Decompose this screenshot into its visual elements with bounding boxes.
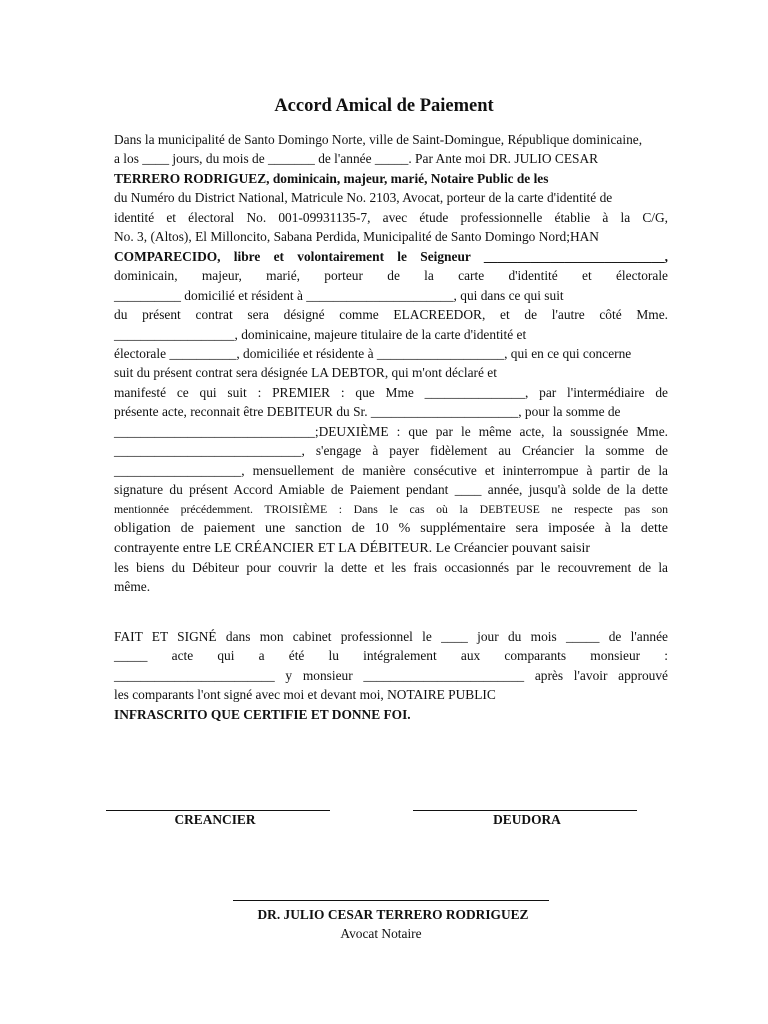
text-line: les comparants l'ont signé avec moi et devant moi, NOTAIRE PUBLIC bbox=[114, 687, 496, 703]
text-line: _____ acte qui a été lu intégralement aux comparants monsieur : bbox=[114, 648, 668, 664]
text-line: ____________________________, s'engage à payer fidèlement au Créancier la somme de bbox=[114, 443, 668, 459]
text-line: les biens du Débiteur pour couvrir la dette et les frais occasionnés par le recouvrement de la bbox=[114, 559, 668, 575]
text-line: du Numéro du District National, Matricule No. 2103, Avocat, porteur de la carte d'identité de bbox=[114, 190, 613, 206]
text-line: Dans la municipalité de Santo Domingo Norte, ville de Saint-Domingue, République dominicaine, bbox=[114, 132, 643, 147]
text-line: ________________________ y monsieur ________________________ après l'avoir approuvé bbox=[114, 667, 668, 683]
paragraph-main bbox=[114, 130, 668, 597]
text-line-comparecido-bold: COMPARECIDO, libre et volontairement le Seigneur ___________________________, bbox=[114, 248, 668, 264]
text-line: __________________, dominicaine, majeure titulaire de la carte d'identité et bbox=[114, 326, 527, 342]
notary-name: DR. JULIO CESAR TERRERO RODRIGUEZ bbox=[257, 907, 529, 922]
text-line-certifie-bold: INFRASCRITO QUE CERTIFIE ET DONNE FOI. bbox=[114, 706, 411, 722]
text-line: ______________________________;DEUXIÈME : que par le même acte, la soussignée Mme. bbox=[114, 423, 668, 439]
paragraph-closing bbox=[114, 627, 668, 724]
text-line: suit du présent contrat sera désignée LA DEBTOR, qui m'ont déclaré et bbox=[114, 365, 497, 381]
text-line: présente acte, reconnait être DEBITEUR du Sr. ______________________, pour la somme de bbox=[114, 404, 621, 420]
text-line: contrayente entre LE CRÉANCIER ET LA DÉBITEUR. Le Créancier pouvant saisir bbox=[114, 540, 590, 556]
text-line: électorale __________, domiciliée et résidente à ___________________, qui en ce qui concerne bbox=[114, 345, 632, 361]
text-line-small: mentionnée précédemment. TROISIÈME : Dans le cas où la DEBTEUSE ne respecte pas son bbox=[114, 501, 668, 516]
text-line-notary-bold: TERRERO RODRIGUEZ, dominicain, majeur, marié, Notaire Public de les bbox=[114, 170, 549, 186]
text-line: manifesté ce qui suit : PREMIER : que Mme _______________, par l'intermédiaire de bbox=[114, 384, 668, 400]
document-title: Accord Amical de Paiement bbox=[274, 96, 494, 116]
creditor-label: CREANCIER bbox=[174, 812, 256, 827]
text-line: identité et électoral No. 001-09931135-7, avec étude professionnelle établie à la C/G, bbox=[114, 209, 668, 225]
text-line: a los ____ jours, du mois de _______ de l'année _____. Par Ante moi DR. JULIO CESAR bbox=[114, 151, 599, 167]
text-line: No. 3, (Altos), El Milloncito, Sabana Perdida, Municipalité de Santo Domingo Nord;HAN bbox=[114, 229, 599, 245]
text-line: du présent contrat sera désigné comme ELACREEDOR, et de l'autre côté Mme. bbox=[114, 307, 668, 323]
text-line: ___________________, mensuellement de manière consécutive et ininterrompue à partir de la bbox=[114, 462, 668, 478]
document-body bbox=[114, 130, 668, 724]
text-line: même. bbox=[114, 579, 151, 595]
notary-signature-line bbox=[233, 900, 549, 901]
text-line: dominicain, majeur, marié, porteur de la carte d'identité et électorale bbox=[114, 268, 668, 284]
text-line: __________ domicilié et résident à ______________________, qui dans ce qui suit bbox=[114, 287, 564, 303]
text-line: obligation de paiement une sanction de 10 % supplémentaire sera imposée à la dette bbox=[114, 521, 668, 537]
debtor-label: DEUDORA bbox=[493, 812, 561, 827]
text-line: FAIT ET SIGNÉ dans mon cabinet professionnel le ____ jour du mois _____ de l'année bbox=[114, 628, 668, 644]
text-line: signature du présent Accord Amiable de Paiement pendant ____ année, jusqu'à solde de la dette bbox=[114, 482, 668, 498]
notary-title: Avocat Notaire bbox=[340, 926, 422, 941]
